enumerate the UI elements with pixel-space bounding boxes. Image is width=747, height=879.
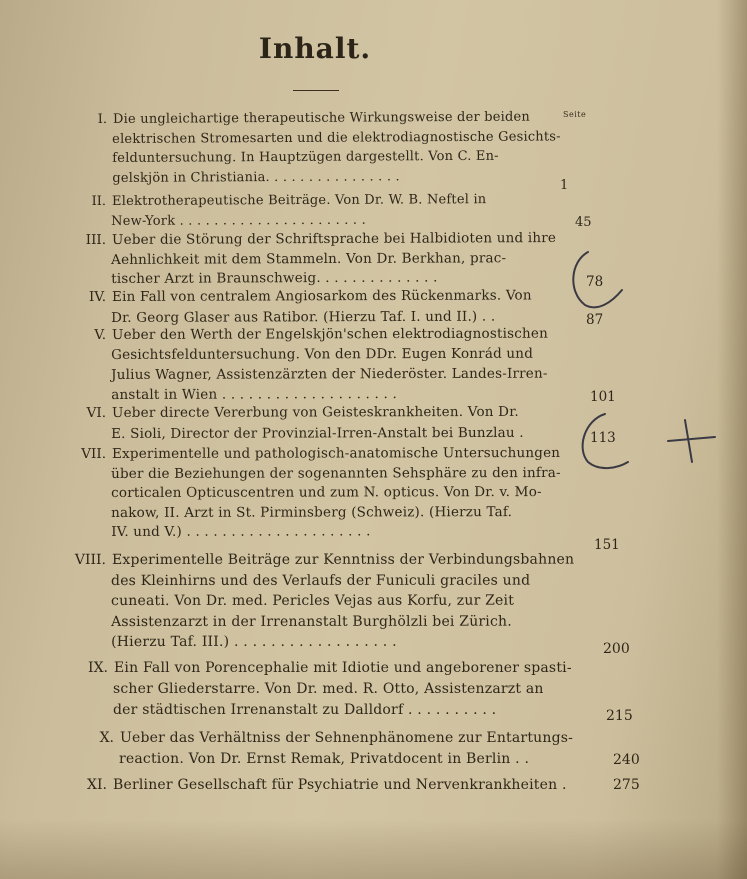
entry-text-line: Ein Fall von centralem Angiosarkom des Rückenmarks. Von (111, 287, 532, 305)
entry-number: I. (97, 111, 108, 128)
entry-text-line: felduntersuchung. In Hauptzügen dargestellt. Von C. En- (112, 148, 499, 166)
title-divider (293, 90, 339, 91)
entry-text-line: Ueber den Werth der Engelskjön'schen elektrodiagnostischen (111, 325, 548, 343)
entry-text-line: gelskjön in Christiania. . . . . . . . . . . . . . . . (112, 168, 400, 186)
entry-text-line: reaction. Von Dr. Ernst Remak, Privatdocent in Berlin . . (119, 751, 530, 767)
entry-number: X. (99, 730, 114, 746)
entry-text-line: über die Beziehungen der sogenannten Sehsphäre zu den infra- (111, 464, 561, 482)
entry-text-line: cuneati. Von Dr. med. Pericles Vejas aus Korfu, zur Zeit (111, 592, 515, 609)
entry-page-number: 78 (586, 274, 604, 290)
entry-number: IX. (88, 660, 108, 676)
entry-text-line: tischer Arzt in Braunschweig. . . . . . . . . . . . . . (111, 269, 438, 287)
entry-text-line: scher Gliederstarre. Von Dr. med. R. Otto, Assistenzarzt an (113, 681, 544, 697)
entry-page-number: 215 (606, 708, 633, 724)
entry-number: III. (85, 231, 107, 249)
entry-text-line: IV. und V.) . . . . . . . . . . . . . . . . . . . . . (111, 523, 371, 540)
entry-page-number: 200 (603, 641, 630, 657)
entry-number: VII. (81, 445, 107, 463)
entry-text-line: Experimentelle Beiträge zur Kenntniss der Verbindungsbahnen (111, 551, 575, 568)
entry-text-line: Aehnlichkeit mit dem Stammeln. Von Dr. Berkhan, prac- (111, 249, 507, 268)
entry-number: VIII. (74, 551, 107, 569)
entry-text-line: New-York . . . . . . . . . . . . . . . . . . . . . . (111, 212, 366, 229)
entry-page-number: 275 (613, 777, 640, 793)
entry-text-line: Julius Wagner, Assistenzärzten der Niederöster. Landes-Irren- (111, 365, 548, 383)
entry-text-line: Berliner Gesellschaft für Psychiatrie und Nervenkrankheiten . (113, 777, 567, 793)
entry-text-line: Experimentelle und pathologisch-anatomische Untersuchungen (111, 444, 561, 462)
entry-page-number: 101 (590, 389, 616, 405)
entry-text-line: elektrischen Stromesarten und die elektrodiagnostische Gesichts- (112, 128, 561, 147)
entry-text-line: Dr. Georg Glaser aus Ratibor. (Hierzu Taf. I. und II.) . . (111, 308, 496, 326)
entry-text-line: corticalen Opticuscentren und zum N. opticus. Von Dr. v. Mo- (111, 484, 542, 501)
entry-text-line: E. Sioli, Director der Provinzial-Irren-Anstalt bei Bunzlau . (111, 424, 524, 442)
entry-number: IV. (88, 288, 107, 306)
entry-page-number: 151 (594, 537, 620, 553)
entry-text-line: Ueber directe Vererbung von Geisteskrankheiten. Von Dr. (111, 403, 519, 421)
entry-text-line: anstalt in Wien . . . . . . . . . . . . . . . . . . . . (111, 386, 398, 403)
entry-number: VI. (86, 404, 107, 422)
entry-text-line: Assistenzarzt in der Irrenanstalt Burghölzli bei Zürich. (111, 613, 512, 630)
entry-text-line: des Kleinhirns und des Verlaufs der Funiculi graciles und (111, 572, 531, 589)
entry-text-line: Die ungleichartige therapeutische Wirkungsweise der beiden (112, 109, 531, 127)
entry-number: V. (94, 326, 107, 344)
pencil-cross-mark (668, 420, 715, 462)
entry-number: II. (91, 193, 107, 210)
entry-page-number: 45 (575, 215, 592, 230)
entry-text-line: Gesichtsfelduntersuchung. Von den DDr. Eugen Konrád und (111, 345, 534, 363)
entry-page-number: 240 (613, 752, 640, 768)
entry-number: XI. (87, 777, 107, 793)
entry-text-line: nakow, II. Arzt in St. Pirminsberg (Schweiz). (Hierzu Taf. (111, 503, 513, 521)
entry-text-line: Ein Fall von Porencephalie mit Idiotie und angeborener spasti- (114, 660, 572, 676)
entry-page-number: 1 (560, 178, 569, 193)
entry-page-number: 113 (590, 430, 616, 446)
page-title: Inhalt. (258, 32, 372, 65)
page-shadow-right (717, 0, 747, 879)
entry-text-line: (Hierzu Taf. III.) . . . . . . . . . . . . . . . . . . (111, 633, 397, 650)
entry-page-number: 87 (586, 312, 604, 328)
entry-text-line: Ueber die Störung der Schriftsprache bei Halbidioten und ihre (111, 230, 557, 248)
seite-label: Seite (563, 110, 587, 119)
entry-text-line: Ueber das Verhältniss der Sehnenphänomene zur Entartungs- (120, 730, 574, 746)
entry-text-line: Elektrotherapeutische Beiträge. Von Dr. W. B. Neftel in (111, 192, 487, 209)
entry-text-line: der städtischen Irrenanstalt zu Dalldorf . . . . . . . . . . (113, 702, 497, 718)
page-shadow-bottom (0, 819, 747, 879)
